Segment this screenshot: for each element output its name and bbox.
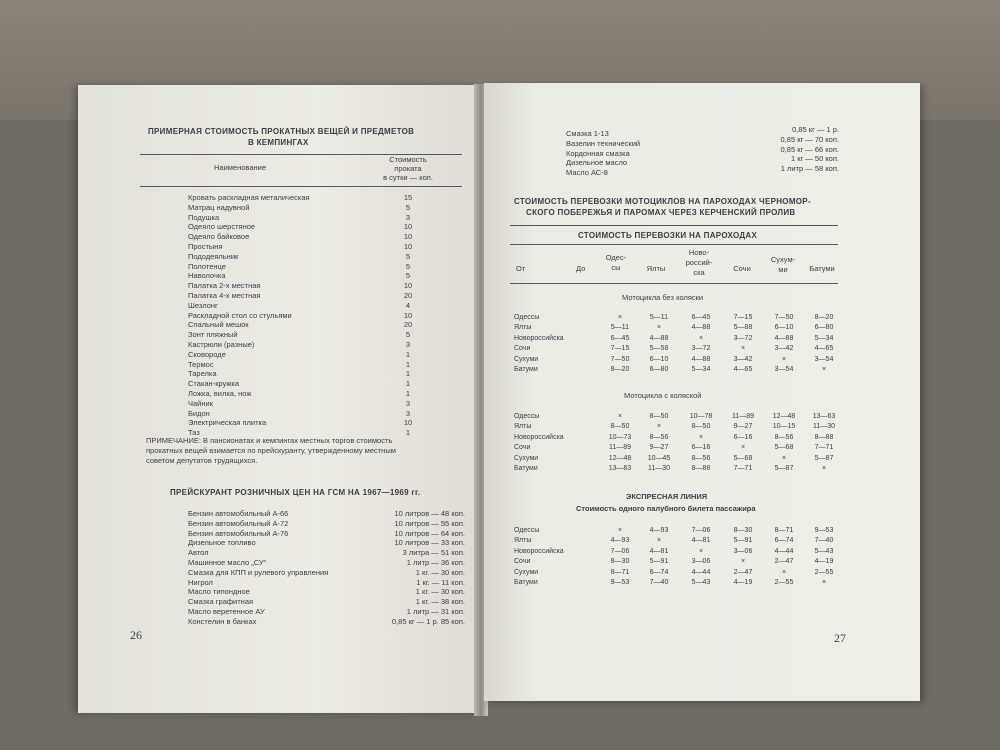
table-cell: 9—53	[610, 579, 630, 587]
table-cell: 13—63	[608, 465, 632, 473]
fuel-cont-prices-list	[714, 125, 839, 174]
table-cell: 5—88	[733, 324, 753, 332]
table-row	[514, 323, 844, 334]
table-cell: ×	[821, 465, 827, 473]
table-cell: 8—88	[691, 465, 711, 473]
rental-item-name: Стакан-кружка	[188, 379, 240, 389]
table-cell: ×	[617, 526, 623, 534]
table-cell: 7—06	[691, 526, 711, 534]
table-cell: ×	[698, 334, 704, 342]
table-cell: 9—53	[814, 526, 834, 534]
fuel-item-price: 1 кг. — 11 коп.	[416, 577, 465, 587]
table-cell: 4—93	[649, 526, 669, 534]
table-row-city: Сочи	[514, 558, 531, 566]
table-cell: ×	[781, 454, 787, 462]
note-line2: прокатных вещей взимается по прейскуранту, утвержденному местным	[146, 446, 396, 455]
fuel-item-name: Бензин автомобильный А-72	[188, 518, 289, 528]
col-yalta: Ялты	[646, 264, 666, 273]
table-row-city: Новороссийска	[514, 334, 564, 342]
table-cell: 6—74	[649, 568, 669, 576]
fuel-item-price: 1 кг. — 30 коп.	[415, 587, 465, 597]
col-cost-header-line3: в сутки — коп.	[383, 173, 433, 182]
table-cell: 5—34	[691, 366, 711, 374]
table-express-line	[514, 525, 844, 588]
table-cell: ×	[617, 313, 623, 321]
table-cell: 4—65	[733, 366, 753, 374]
rental-items-list	[188, 193, 310, 438]
rental-item-name: Спальный мешок	[188, 320, 249, 330]
page-number-left: 26	[130, 628, 142, 642]
table-cell: 5—34	[814, 334, 834, 342]
table-cell: 6—74	[774, 537, 794, 545]
table-cell: 4—88	[691, 355, 711, 363]
table-cell: 7—15	[733, 313, 753, 321]
table-cell: 10—73	[608, 433, 632, 441]
rental-item-cost: 3	[405, 398, 411, 408]
table-cell: ×	[821, 366, 827, 374]
col-odessa-l2: сы	[611, 263, 621, 272]
table-row	[514, 422, 844, 433]
table-cell: ×	[781, 355, 787, 363]
table-row-city: Батуми	[514, 465, 538, 473]
table-cell: 6—16	[733, 433, 753, 441]
rental-item-cost: 20	[403, 290, 413, 300]
rental-item-name: Тарелка	[188, 369, 217, 379]
table-row	[514, 464, 844, 475]
table-row	[514, 546, 844, 557]
table-cell: 7—71	[814, 444, 834, 452]
table-cell: 4—81	[649, 547, 669, 555]
fuel-item-price: 1 литр — 58 коп.	[780, 164, 839, 174]
note-line1: ПРИМЕЧАНИЕ: В пансионатах и кемпингах местных торгов стоимость	[146, 436, 393, 445]
table-cell: 7—40	[649, 579, 669, 587]
table-cell: 3—06	[691, 558, 711, 566]
col-sukhumi-l1: Сухум-	[770, 255, 796, 264]
rental-item-name: Кастрюли (разные)	[188, 339, 255, 349]
table-cell: 5—43	[814, 547, 834, 555]
fuel-item-price: 1 кг. — 38 коп.	[415, 597, 465, 607]
table-cell: 11—89	[731, 412, 755, 420]
fuel-item-price: 0,85 кг — 1 р.	[792, 125, 839, 134]
rental-item-name: Полотенце	[188, 261, 226, 271]
fuel-prices-list	[360, 509, 465, 627]
table-cell: 8—56	[691, 454, 711, 462]
table-cell: 4—19	[814, 558, 834, 566]
table-row-city: Одессы	[514, 313, 540, 321]
rental-item-name: Одеяло байковое	[188, 232, 250, 242]
fuel-item-name: Смазка графитная	[188, 597, 254, 607]
fuel-item-price: 10 литров — 48 коп.	[394, 509, 465, 518]
rental-item-cost: 1	[405, 388, 411, 398]
table-cell: ×	[698, 547, 704, 555]
fuel-item-price: 1 кг. — 30 коп.	[415, 567, 465, 577]
rental-title-line1: ПРИМЕРНАЯ СТОИМОСТЬ ПРОКАТНЫХ ВЕЩЕЙ И ПРЕДМЕТОВ	[148, 127, 415, 136]
section3-title: ЭКСПРЕСНАЯ ЛИНИЯ	[626, 492, 708, 501]
table-cell: 3—72	[733, 334, 753, 342]
table-cell: 4—81	[691, 537, 711, 545]
fuel-item-name: Масло типондное	[188, 587, 250, 597]
table-row-city: Ялты	[514, 537, 532, 545]
rental-item-cost: 1	[405, 359, 411, 369]
note-line3: советом депутатов трудящихся.	[146, 456, 258, 465]
rental-item-name: Электрическая плитка	[188, 418, 267, 428]
table-cell: 4—88	[774, 334, 794, 342]
rental-item-name: Палатка 2-х местная	[188, 281, 261, 291]
table-row-city: Ялты	[514, 324, 532, 332]
fuel-item-price: 10 литров — 33 коп.	[394, 538, 465, 548]
table-cell: 6—16	[691, 444, 711, 452]
table-cell: 6—10	[649, 355, 669, 363]
table-cell: 10—15	[772, 423, 796, 431]
table-cell: 2—47	[774, 558, 794, 566]
rental-item-name: Сковороде	[188, 349, 226, 359]
table-cell: ×	[698, 433, 704, 441]
rental-item-name: Шезлонг	[188, 300, 218, 310]
rental-item-name: Зонт пляжный	[188, 330, 238, 340]
table-cell: 8—50	[610, 423, 630, 431]
fuel-item-name: Смазка для КПП и рулевого управления	[188, 567, 329, 577]
rental-item-name: Простыня	[188, 241, 223, 251]
section2-title: Мотоцикла с коляской	[624, 391, 702, 400]
table-no-sidecar	[514, 312, 844, 375]
rental-title-line2: В КЕМПИНГАХ	[248, 138, 309, 147]
rental-item-cost: 5	[405, 251, 411, 261]
table-cell: 3—72	[691, 345, 711, 353]
table-cell: 4—44	[691, 568, 711, 576]
rental-item-cost: 1	[405, 428, 411, 438]
table-cell: 3—54	[814, 355, 834, 363]
header-rule-bottom-right	[510, 283, 838, 284]
table-cell: 12—48	[772, 412, 796, 420]
col-cost-header-line1: Стоимость	[389, 155, 427, 164]
fuel-item-name: Дизельное масло	[566, 158, 628, 168]
table-cell: 8—20	[814, 313, 834, 321]
section1-title: Мотоцикла без коляски	[622, 293, 704, 302]
table-cell: 5—58	[649, 345, 669, 353]
table-row-city: Батуми	[514, 579, 538, 587]
rental-item-cost: 4	[405, 300, 411, 310]
table-row	[514, 365, 844, 376]
rental-item-cost: 1	[405, 349, 411, 359]
fuel-item-price: 1 литр — 36 коп.	[406, 557, 465, 567]
table-cell: ×	[781, 568, 787, 576]
fuel-item-price: 0,85 кг — 66 коп.	[780, 144, 839, 154]
table-row	[514, 432, 844, 443]
rental-item-cost: 5	[405, 330, 411, 340]
table-cell: 4—93	[610, 537, 630, 545]
table-cell: ×	[656, 324, 662, 332]
table-cell: 2—47	[733, 568, 753, 576]
fuel-item-name: Масло АС-8	[566, 168, 608, 178]
rental-item-cost: 10	[403, 241, 413, 251]
table-cell: 11—89	[608, 444, 632, 452]
table-row	[514, 411, 844, 422]
rental-item-name: Ложка, вилка, нож	[188, 388, 252, 398]
table-cell: ×	[740, 558, 746, 566]
table-row-city: Сухуми	[514, 454, 539, 462]
table-cell: 8—50	[691, 423, 711, 431]
rental-item-cost: 10	[403, 222, 413, 232]
table-cell: 5—87	[814, 454, 834, 462]
fuel-item-price: 10 литров — 55 коп.	[394, 518, 465, 528]
fuel-item-price: 3 литра — 51 коп.	[402, 548, 465, 558]
col-batumi: Батуми	[809, 264, 835, 273]
rental-item-name: Термос	[188, 359, 214, 369]
fuel-names-list	[188, 509, 328, 627]
rental-item-cost: 5	[405, 271, 411, 281]
table-cell: 11—30	[812, 423, 836, 431]
table-cell: 7—71	[733, 465, 753, 473]
table-cell: 3—42	[774, 345, 794, 353]
col-sochi: Сочи	[733, 264, 751, 273]
table-row	[514, 453, 844, 464]
table-cell: ×	[656, 423, 662, 431]
table-row	[514, 354, 844, 365]
table-row	[514, 344, 844, 355]
table-row-city: Одессы	[514, 526, 540, 534]
rental-item-cost: 10	[403, 310, 413, 320]
page-number-right: 27	[834, 631, 846, 645]
rental-item-cost: 15	[403, 193, 413, 202]
rental-item-cost: 5	[405, 261, 411, 271]
table-cell: 5—68	[774, 444, 794, 452]
fuel-item-name: Смазка 1-13	[566, 129, 609, 138]
table-cell: 5—68	[733, 454, 753, 462]
rental-costs-list	[396, 193, 420, 438]
section3-subtitle: Стоимость одного палубного билета пассажира	[576, 504, 756, 513]
table-row-city: Новороссийска	[514, 547, 564, 555]
table-cell: 5—91	[649, 558, 669, 566]
table-row-city: Сочи	[514, 444, 531, 452]
rental-item-name: Наволочка	[188, 271, 226, 281]
table-cell: 9—27	[733, 423, 753, 431]
table-cell: 6—80	[649, 366, 669, 374]
fuel-item-name: Вазелин технический	[566, 138, 641, 148]
rental-item-name: Подушка	[188, 212, 220, 222]
table-with-sidecar	[514, 411, 844, 474]
fuel-item-name: Констелин в банках	[188, 616, 257, 626]
rental-item-cost: 3	[405, 408, 411, 418]
rental-item-name: Одеяло шерстяное	[188, 222, 256, 232]
rental-item-name: Палатка 4-х местная	[188, 290, 261, 300]
table-cell: 5—11	[649, 313, 669, 321]
header-rule-top-right	[510, 244, 838, 245]
table-cell: 8—30	[733, 526, 753, 534]
fuel-item-name: Машинное масло „СУ“	[188, 557, 267, 567]
col-novo-l1: Ново-	[688, 248, 710, 257]
table-cell: 5—87	[774, 465, 794, 473]
table-row	[514, 567, 844, 578]
fuel-item-name: Бензин автомобильный А-76	[188, 528, 289, 538]
table-cell: 3—54	[774, 366, 794, 374]
table-cell: ×	[821, 579, 827, 587]
table-cell: 5—11	[610, 324, 630, 332]
table-row-city: Батуми	[514, 366, 538, 374]
rental-item-cost: 10	[403, 418, 413, 428]
fuel-item-name: Нигрол	[188, 577, 213, 587]
col-sukhumi-l2: ми	[778, 265, 788, 274]
table-cell: 5—91	[733, 537, 753, 545]
rental-item-name: Кровать раскладная металическая	[188, 193, 310, 202]
fuel-item-name: Кордонная смазка	[566, 148, 630, 158]
table-cell: 10—78	[689, 412, 713, 420]
table-cell: 13—63	[812, 412, 836, 420]
fuel-item-price: 10 литров — 64 коп.	[394, 528, 465, 538]
fuel-item-name: Бензин автомобильный А-66	[188, 509, 289, 518]
rental-item-name: Таз	[188, 428, 200, 438]
table-cell: 7—40	[814, 537, 834, 545]
table-cell: ×	[740, 345, 746, 353]
col-novo-l2: россий-	[685, 258, 713, 267]
table-cell: 7—06	[610, 547, 630, 555]
title-rule	[510, 225, 838, 226]
table-row	[514, 557, 844, 568]
transport-title-line2: СКОГО ПОБЕРЕЖЬЯ И ПАРОМАХ ЧЕРЕЗ КЕРЧЕНСКИЙ ПРОЛИВ	[526, 208, 796, 217]
rental-item-name: Матрац надувной	[188, 202, 250, 212]
table-row-city: Ялты	[514, 423, 532, 431]
table-cell: 4—88	[649, 334, 669, 342]
rental-item-name: Раскладной стол со стульями	[188, 310, 292, 320]
rental-item-cost: 1	[405, 369, 411, 379]
table-cell: 6—45	[610, 334, 630, 342]
table-cell: 4—88	[691, 324, 711, 332]
table-cell: 7—15	[610, 345, 630, 353]
col-name-header: Наименование	[214, 163, 266, 172]
header-rule-bottom	[140, 186, 462, 187]
table-cell: 4—65	[814, 345, 834, 353]
fuel-item-name: Масло веретенное АУ	[188, 606, 265, 616]
fuel-cont-names-list	[566, 129, 640, 178]
table-cell: 8—56	[649, 433, 669, 441]
rental-item-cost: 1	[405, 379, 411, 389]
table-cell: 5—43	[691, 579, 711, 587]
table-row-city: Новороссийска	[514, 433, 564, 441]
rental-item-cost: 5	[405, 202, 411, 212]
table-cell: 8—71	[774, 526, 794, 534]
table-cell: 7—50	[774, 313, 794, 321]
fuel-item-price: 0,85 кг — 1 р. 85 коп.	[391, 616, 465, 626]
table-row	[514, 525, 844, 536]
rental-item-name: Чайник	[188, 398, 213, 408]
rental-item-name: Бидон	[188, 408, 210, 418]
table-cell: 8—56	[774, 433, 794, 441]
table-cell: 8—88	[814, 433, 834, 441]
col-to: До	[576, 264, 586, 273]
fuel-item-price: 1 литр — 31 коп.	[406, 606, 465, 616]
rental-item-cost: 3	[405, 339, 411, 349]
table-row-city: Сухуми	[514, 568, 539, 576]
table-row	[514, 333, 844, 344]
table-cell: ×	[740, 444, 746, 452]
table-cell: 10—45	[647, 454, 671, 462]
right-page	[484, 83, 920, 701]
fuel-item-price: 1 кг — 50 коп.	[790, 154, 839, 164]
col-novo-l3: ска	[693, 268, 705, 277]
table-cell: 6—45	[691, 313, 711, 321]
col-cost-header-line2: проката	[394, 164, 422, 173]
table-cell: 11—30	[647, 465, 671, 473]
fuel-title: ПРЕЙСКУРАНТ РОЗНИЧНЫХ ЦЕН НА ГСМ НА 1967—1969 гг.	[170, 488, 421, 497]
table-cell: 2—55	[814, 568, 834, 576]
table-row	[514, 312, 844, 323]
table-cell: 9—27	[649, 444, 669, 452]
table-cell: 8—71	[610, 568, 630, 576]
fuel-item-name: Дизельное топливо	[188, 538, 256, 548]
table-cell: 4—19	[733, 579, 753, 587]
table-row	[514, 443, 844, 454]
table-cell: 3—42	[733, 355, 753, 363]
table-row	[514, 578, 844, 589]
table-row	[514, 536, 844, 547]
col-odessa-l1: Одес-	[605, 253, 627, 262]
transport-title-line1: СТОИМОСТЬ ПЕРЕВОЗКИ МОТОЦИКЛОВ НА ПАРОХОДАХ ЧЕРНОМОР-	[514, 197, 811, 206]
table-row-city: Одессы	[514, 412, 540, 420]
table-cell: 6—10	[774, 324, 794, 332]
table-cell: 8—50	[649, 412, 669, 420]
table-cell: 4—44	[774, 547, 794, 555]
table-row-city: Сухуми	[514, 355, 539, 363]
table-cell: 2—55	[774, 579, 794, 587]
table-cell: ×	[617, 412, 623, 420]
rental-item-cost: 10	[403, 281, 413, 291]
col-from: От	[516, 264, 526, 273]
rental-item-cost: 3	[405, 212, 411, 222]
rental-item-cost: 10	[403, 232, 413, 242]
table-cell: 8—20	[610, 366, 630, 374]
left-page	[78, 85, 478, 713]
rental-item-cost: 20	[403, 320, 413, 330]
table-row-city: Сочи	[514, 345, 531, 353]
rental-item-name: Пододеяльник	[188, 251, 239, 261]
table-cell: 7—50	[610, 355, 630, 363]
table-cell: 6—80	[814, 324, 834, 332]
table-cell: 3—06	[733, 547, 753, 555]
fuel-item-name: Автол	[188, 548, 209, 558]
table-cell: ×	[656, 537, 662, 545]
table-cell: 12—48	[608, 454, 632, 462]
steamship-subtitle: СТОИМОСТЬ ПЕРЕВОЗКИ НА ПАРОХОДАХ	[578, 231, 758, 240]
fuel-item-price: 0,85 кг — 70 коп.	[780, 134, 839, 144]
table-cell: 8—30	[610, 558, 630, 566]
